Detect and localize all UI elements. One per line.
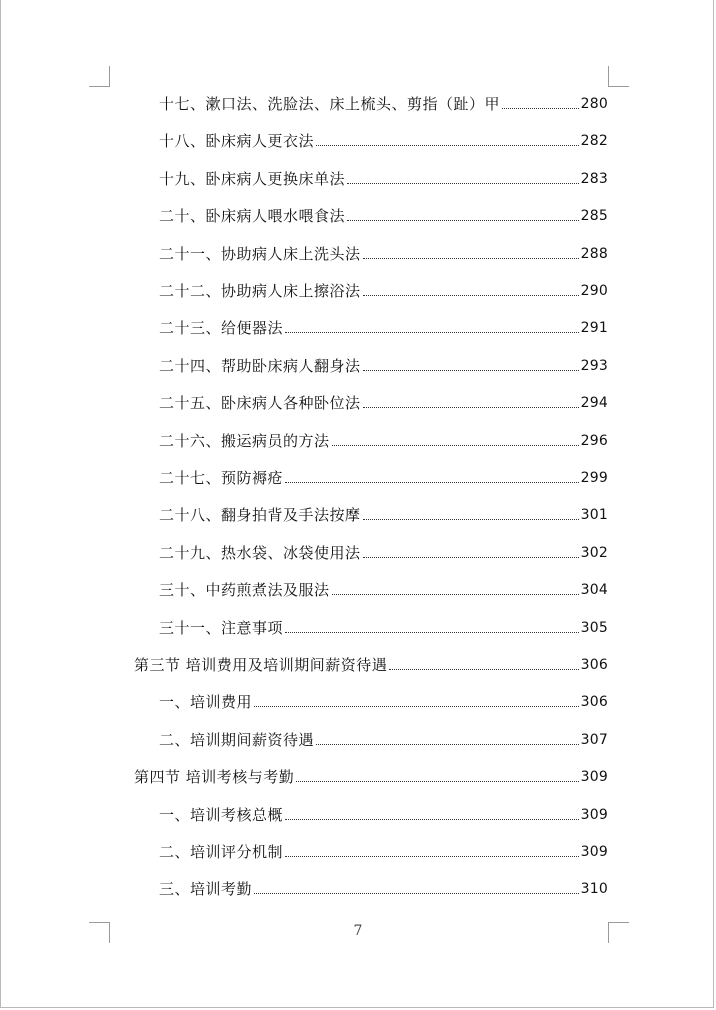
toc-dot-leader — [502, 107, 579, 109]
toc-entry-title: 二十九、热水袋、冰袋使用法 — [159, 544, 361, 562]
toc-dot-leader — [296, 780, 578, 782]
crop-mark-top-left — [89, 66, 110, 87]
toc-dot-leader — [285, 631, 579, 633]
toc-dot-leader — [285, 481, 579, 483]
toc-dot-leader — [363, 294, 579, 296]
toc-entry-page-number: 299 — [580, 470, 608, 486]
toc-dot-leader — [332, 444, 579, 446]
toc-entry[interactable] — [159, 202, 608, 226]
toc-entry[interactable] — [159, 277, 608, 301]
toc-entry-page-number: 302 — [580, 545, 608, 561]
toc-entry-page-number: 310 — [580, 881, 608, 897]
toc-entry-page-number: 288 — [580, 246, 608, 262]
toc-entry-title: 二十七、预防褥疮 — [159, 469, 284, 487]
toc-entry[interactable] — [159, 576, 608, 600]
toc-dot-leader — [363, 556, 579, 558]
toc-entry-page-number: 294 — [580, 395, 608, 411]
toc-dot-leader — [316, 743, 579, 745]
toc-entry[interactable] — [159, 427, 608, 451]
toc-entry-page-number: 309 — [580, 807, 608, 823]
toc-dot-leader — [316, 144, 579, 146]
toc-entry-page-number: 290 — [580, 283, 608, 299]
toc-entry-page-number: 307 — [580, 732, 608, 748]
toc-entry-title: 二、培训评分机制 — [159, 843, 284, 861]
toc-entry[interactable] — [159, 352, 608, 376]
toc-entry-page-number: 282 — [580, 133, 608, 149]
toc-entry-page-number: 283 — [580, 171, 608, 187]
toc-entry[interactable] — [159, 501, 608, 525]
toc-entry[interactable] — [159, 389, 608, 413]
toc-entry[interactable] — [159, 90, 608, 114]
toc-entry-page-number: 301 — [580, 507, 608, 523]
toc-entry-page-number: 304 — [580, 582, 608, 598]
toc-entry-title: 三十一、注意事项 — [159, 619, 284, 637]
toc-entry-title: 二十一、协助病人床上洗头法 — [159, 245, 361, 263]
toc-entry[interactable] — [159, 614, 608, 638]
crop-mark-top-right — [608, 66, 629, 87]
toc-dot-leader — [363, 369, 579, 371]
toc-dot-leader — [363, 518, 579, 520]
toc-entry-page-number: 296 — [580, 433, 608, 449]
toc-entry-title: 二十五、卧床病人各种卧位法 — [159, 394, 361, 412]
toc-entry[interactable] — [159, 726, 608, 750]
toc-entry-title: 第三节 培训费用及培训期间薪资待遇 — [134, 656, 388, 674]
toc-entry-title: 二十六、搬运病员的方法 — [159, 432, 330, 450]
toc-entry-page-number: 309 — [580, 769, 608, 785]
toc-entry[interactable] — [159, 539, 608, 563]
toc-entry-title: 十八、卧床病人更衣法 — [159, 132, 315, 150]
toc-entry[interactable] — [159, 314, 608, 338]
toc-entry-page-number: 291 — [580, 320, 608, 336]
toc-dot-leader — [347, 182, 579, 184]
toc-entry-title: 十九、卧床病人更换床单法 — [159, 170, 346, 188]
toc-entry-page-number: 280 — [580, 96, 608, 112]
toc-section-entry[interactable] — [134, 763, 608, 787]
toc-entry-page-number: 306 — [580, 657, 608, 673]
toc-entry-title: 二、培训期间薪资待遇 — [159, 731, 315, 749]
toc-entry[interactable] — [159, 464, 608, 488]
toc-dot-leader — [285, 818, 579, 820]
toc-entry-page-number: 309 — [580, 844, 608, 860]
toc-section-entry[interactable] — [134, 651, 608, 675]
toc-entry-title: 一、培训费用 — [159, 693, 253, 711]
toc-dot-leader — [254, 892, 579, 894]
page-number: 7 — [353, 923, 363, 939]
toc-entry-page-number: 305 — [580, 620, 608, 636]
toc-dot-leader — [285, 855, 579, 857]
toc-entry[interactable] — [159, 801, 608, 825]
toc-entry-page-number: 306 — [580, 694, 608, 710]
toc-dot-leader — [363, 406, 579, 408]
toc-dot-leader — [347, 219, 579, 221]
toc-dot-leader — [363, 257, 579, 259]
toc-entry[interactable] — [159, 240, 608, 264]
toc-entry-title: 一、培训考核总概 — [159, 806, 284, 824]
toc-entry-title: 二十二、协助病人床上擦浴法 — [159, 282, 361, 300]
toc-entry-page-number: 285 — [580, 208, 608, 224]
toc-dot-leader — [389, 668, 578, 670]
toc-entry[interactable] — [159, 688, 608, 712]
toc-entry-title: 二十四、帮助卧床病人翻身法 — [159, 357, 361, 375]
toc-entry[interactable] — [159, 127, 608, 151]
toc-entry-title: 十七、漱口法、洗脸法、床上梳头、剪指（趾）甲 — [159, 95, 501, 113]
toc-entry-title: 三、培训考勤 — [159, 880, 253, 898]
toc-entry-title: 二十三、给便器法 — [159, 319, 284, 337]
toc-entry[interactable] — [159, 875, 608, 899]
toc-dot-leader — [285, 331, 579, 333]
toc-entry-title: 第四节 培训考核与考勤 — [134, 768, 295, 786]
toc-entry-page-number: 293 — [580, 358, 608, 374]
toc-entry[interactable] — [159, 838, 608, 862]
toc-dot-leader — [254, 705, 579, 707]
toc-entry-title: 二十、卧床病人喂水喂食法 — [159, 207, 346, 225]
toc-entry[interactable] — [159, 165, 608, 189]
toc-dot-leader — [332, 593, 579, 595]
toc-entry-title: 二十八、翻身拍背及手法按摩 — [159, 506, 361, 524]
toc-entry-title: 三十、中药煎煮法及服法 — [159, 581, 330, 599]
